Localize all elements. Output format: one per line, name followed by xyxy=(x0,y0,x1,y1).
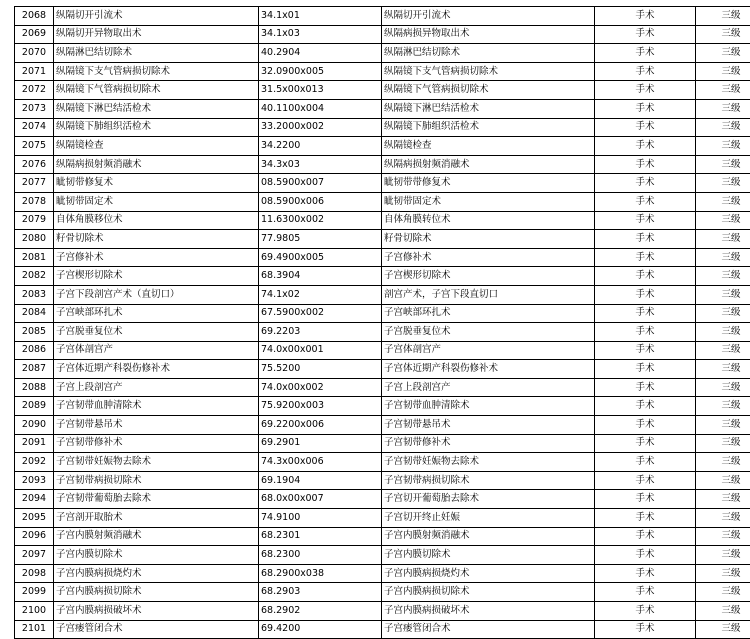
cell-level: 三级 xyxy=(696,81,750,100)
cell-category: 手术 xyxy=(595,434,696,453)
cell-category: 手术 xyxy=(595,7,696,26)
cell-procedure-code: 32.0900x005 xyxy=(259,62,382,81)
cell-category: 手术 xyxy=(595,360,696,379)
cell-level: 三级 xyxy=(696,341,750,360)
cell-procedure-code: 74.3x00x006 xyxy=(259,453,382,472)
cell-category: 手术 xyxy=(595,620,696,639)
cell-category: 手术 xyxy=(595,267,696,286)
cell-procedure-name-mapped: 纵隔镜下支气管病损切除术 xyxy=(382,62,595,81)
cell-level: 三级 xyxy=(696,323,750,342)
cell-procedure-code: 69.4200 xyxy=(259,620,382,639)
cell-procedure-code: 77.9805 xyxy=(259,230,382,249)
cell-procedure-name: 子宫楔形切除术 xyxy=(54,267,259,286)
cell-procedure-name: 纵隔镜下淋巴结活检术 xyxy=(54,99,259,118)
cell-procedure-name: 子宫韧带葡萄胎去除术 xyxy=(54,490,259,509)
cell-index: 2101 xyxy=(15,620,54,639)
cell-procedure-name-mapped: 纵隔病损射频消融术 xyxy=(382,155,595,174)
cell-procedure-name: 子宫内膜切除术 xyxy=(54,546,259,565)
cell-level: 三级 xyxy=(696,267,750,286)
cell-index: 2092 xyxy=(15,453,54,472)
table-row xyxy=(15,564,750,583)
cell-procedure-name-mapped: 纵隔病损异物取出术 xyxy=(382,25,595,44)
cell-index: 2089 xyxy=(15,397,54,416)
cell-index: 2086 xyxy=(15,341,54,360)
cell-procedure-code: 34.3x03 xyxy=(259,155,382,174)
cell-procedure-name: 子宫上段剖宫产 xyxy=(54,378,259,397)
cell-level: 三级 xyxy=(696,471,750,490)
table-row xyxy=(15,620,750,639)
cell-procedure-name: 子宫内膜射频消融术 xyxy=(54,527,259,546)
cell-procedure-name: 子宫剖开取胎术 xyxy=(54,509,259,528)
cell-procedure-name: 纵隔镜检查 xyxy=(54,137,259,156)
cell-procedure-name: 子宫体剖宫产 xyxy=(54,341,259,360)
cell-procedure-name: 子宫内膜病损切除术 xyxy=(54,583,259,602)
table-row xyxy=(15,304,750,323)
cell-procedure-name-mapped: 子宫体剖宫产 xyxy=(382,341,595,360)
table-row xyxy=(15,341,750,360)
cell-procedure-name-mapped: 子宫韧带悬吊术 xyxy=(382,416,595,435)
cell-procedure-code: 68.0x00x007 xyxy=(259,490,382,509)
cell-procedure-name: 纵隔镜下支气管病损切除术 xyxy=(54,62,259,81)
cell-procedure-code: 74.9100 xyxy=(259,509,382,528)
cell-procedure-name: 眦韧带固定术 xyxy=(54,192,259,211)
cell-procedure-name-mapped: 纵隔镜检查 xyxy=(382,137,595,156)
cell-category: 手术 xyxy=(595,25,696,44)
cell-procedure-code: 68.2301 xyxy=(259,527,382,546)
cell-procedure-code: 34.2200 xyxy=(259,137,382,156)
table-row xyxy=(15,360,750,379)
cell-procedure-code: 75.5200 xyxy=(259,360,382,379)
cell-category: 手术 xyxy=(595,285,696,304)
table-row xyxy=(15,25,750,44)
cell-category: 手术 xyxy=(595,304,696,323)
cell-level: 三级 xyxy=(696,620,750,639)
cell-index: 2085 xyxy=(15,323,54,342)
cell-category: 手术 xyxy=(595,211,696,230)
cell-procedure-name-mapped: 子宫楔形切除术 xyxy=(382,267,595,286)
cell-category: 手术 xyxy=(595,118,696,137)
cell-procedure-name-mapped: 纵隔镜下肺组织活检术 xyxy=(382,118,595,137)
cell-procedure-code: 75.9200x003 xyxy=(259,397,382,416)
cell-procedure-code: 08.5900x006 xyxy=(259,192,382,211)
cell-category: 手术 xyxy=(595,509,696,528)
table-row xyxy=(15,471,750,490)
cell-category: 手术 xyxy=(595,546,696,565)
table-row xyxy=(15,192,750,211)
cell-procedure-name: 纵隔镜下肺组织活检术 xyxy=(54,118,259,137)
cell-procedure-name-mapped: 子宫韧带病损切除术 xyxy=(382,471,595,490)
cell-procedure-code: 68.2902 xyxy=(259,602,382,621)
cell-procedure-code: 40.1100x004 xyxy=(259,99,382,118)
cell-index: 2080 xyxy=(15,230,54,249)
table-row xyxy=(15,7,750,26)
table-row xyxy=(15,230,750,249)
cell-category: 手术 xyxy=(595,81,696,100)
cell-index: 2070 xyxy=(15,44,54,63)
cell-level: 三级 xyxy=(696,44,750,63)
cell-procedure-code: 33.2000x002 xyxy=(259,118,382,137)
table-row xyxy=(15,174,750,193)
cell-procedure-code: 74.0x00x001 xyxy=(259,341,382,360)
cell-procedure-code: 34.1x01 xyxy=(259,7,382,26)
cell-level: 三级 xyxy=(696,25,750,44)
table-row xyxy=(15,211,750,230)
cell-procedure-code: 69.2203 xyxy=(259,323,382,342)
cell-category: 手术 xyxy=(595,453,696,472)
cell-index: 2099 xyxy=(15,583,54,602)
table-row xyxy=(15,267,750,286)
cell-index: 2077 xyxy=(15,174,54,193)
cell-level: 三级 xyxy=(696,416,750,435)
cell-category: 手术 xyxy=(595,397,696,416)
table-row xyxy=(15,248,750,267)
cell-index: 2068 xyxy=(15,7,54,26)
table-row xyxy=(15,527,750,546)
cell-procedure-code: 11.6300x002 xyxy=(259,211,382,230)
cell-index: 2081 xyxy=(15,248,54,267)
table-row xyxy=(15,397,750,416)
cell-procedure-name: 子宫下段剖宫产术（直切口） xyxy=(54,285,259,304)
cell-category: 手术 xyxy=(595,564,696,583)
cell-procedure-name: 纵隔病损射频消融术 xyxy=(54,155,259,174)
cell-procedure-code: 69.2901 xyxy=(259,434,382,453)
table-row xyxy=(15,509,750,528)
cell-procedure-name-mapped: 子宫上段剖宫产 xyxy=(382,378,595,397)
cell-procedure-code: 68.2300 xyxy=(259,546,382,565)
cell-procedure-name: 子宫韧带悬吊术 xyxy=(54,416,259,435)
cell-level: 三级 xyxy=(696,155,750,174)
table-row xyxy=(15,155,750,174)
cell-procedure-name: 子宫内膜病损破坏术 xyxy=(54,602,259,621)
cell-procedure-name-mapped: 眦韧带带修复术 xyxy=(382,174,595,193)
cell-category: 手术 xyxy=(595,230,696,249)
table-row xyxy=(15,118,750,137)
cell-procedure-name: 纵隔切开引流术 xyxy=(54,7,259,26)
cell-procedure-name: 子宫体近期产科裂伤修补术 xyxy=(54,360,259,379)
cell-procedure-name-mapped: 子宫峡部环扎术 xyxy=(382,304,595,323)
cell-procedure-name-mapped: 纵隔镜下气管病损切除术 xyxy=(382,81,595,100)
cell-level: 三级 xyxy=(696,602,750,621)
cell-index: 2075 xyxy=(15,137,54,156)
table-row xyxy=(15,602,750,621)
cell-index: 2084 xyxy=(15,304,54,323)
cell-category: 手术 xyxy=(595,583,696,602)
cell-category: 手术 xyxy=(595,99,696,118)
cell-procedure-code: 68.3904 xyxy=(259,267,382,286)
cell-level: 三级 xyxy=(696,137,750,156)
cell-procedure-code: 68.2903 xyxy=(259,583,382,602)
cell-procedure-code: 69.4900x005 xyxy=(259,248,382,267)
table-row xyxy=(15,378,750,397)
cell-procedure-name-mapped: 子宫切开葡萄胎去除术 xyxy=(382,490,595,509)
cell-procedure-name-mapped: 眦韧带固定术 xyxy=(382,192,595,211)
cell-procedure-code: 40.2904 xyxy=(259,44,382,63)
cell-category: 手术 xyxy=(595,341,696,360)
cell-procedure-code: 74.0x00x002 xyxy=(259,378,382,397)
cell-level: 三级 xyxy=(696,304,750,323)
table-row xyxy=(15,434,750,453)
cell-procedure-name: 子宫脱垂复位术 xyxy=(54,323,259,342)
table-body xyxy=(15,7,750,639)
cell-procedure-code: 68.2900x038 xyxy=(259,564,382,583)
cell-index: 2073 xyxy=(15,99,54,118)
cell-level: 三级 xyxy=(696,546,750,565)
cell-index: 2082 xyxy=(15,267,54,286)
table-row xyxy=(15,285,750,304)
cell-level: 三级 xyxy=(696,564,750,583)
cell-index: 2095 xyxy=(15,509,54,528)
cell-index: 2091 xyxy=(15,434,54,453)
cell-index: 2100 xyxy=(15,602,54,621)
cell-level: 三级 xyxy=(696,527,750,546)
cell-index: 2097 xyxy=(15,546,54,565)
cell-level: 三级 xyxy=(696,360,750,379)
cell-procedure-name-mapped: 子宫内膜病损切除术 xyxy=(382,583,595,602)
cell-procedure-name-mapped: 子宫瘘管闭合术 xyxy=(382,620,595,639)
cell-category: 手术 xyxy=(595,602,696,621)
cell-procedure-name-mapped: 纵隔切开引流术 xyxy=(382,7,595,26)
cell-index: 2074 xyxy=(15,118,54,137)
cell-procedure-name: 子宫韧带病损切除术 xyxy=(54,471,259,490)
cell-procedure-name: 子宫峡部环扎术 xyxy=(54,304,259,323)
cell-procedure-name: 眦韧带修复术 xyxy=(54,174,259,193)
cell-category: 手术 xyxy=(595,378,696,397)
cell-procedure-name: 子宫修补术 xyxy=(54,248,259,267)
table-row xyxy=(15,453,750,472)
cell-index: 2090 xyxy=(15,416,54,435)
cell-category: 手术 xyxy=(595,416,696,435)
cell-category: 手术 xyxy=(595,192,696,211)
cell-procedure-name-mapped: 子宫内膜病损烧灼术 xyxy=(382,564,595,583)
cell-procedure-name-mapped: 子宫脱垂复位术 xyxy=(382,323,595,342)
cell-level: 三级 xyxy=(696,192,750,211)
table-row xyxy=(15,490,750,509)
cell-procedure-name: 子宫韧带修补术 xyxy=(54,434,259,453)
cell-procedure-name: 子宫内膜病损烧灼术 xyxy=(54,564,259,583)
cell-index: 2093 xyxy=(15,471,54,490)
cell-level: 三级 xyxy=(696,434,750,453)
cell-level: 三级 xyxy=(696,583,750,602)
cell-level: 三级 xyxy=(696,7,750,26)
cell-index: 2079 xyxy=(15,211,54,230)
cell-index: 2071 xyxy=(15,62,54,81)
procedure-table xyxy=(14,6,750,639)
cell-category: 手术 xyxy=(595,323,696,342)
cell-category: 手术 xyxy=(595,137,696,156)
cell-level: 三级 xyxy=(696,285,750,304)
cell-category: 手术 xyxy=(595,174,696,193)
table-row xyxy=(15,137,750,156)
cell-procedure-name-mapped: 子宫韧带修补术 xyxy=(382,434,595,453)
cell-procedure-name: 子宫瘘管闭合术 xyxy=(54,620,259,639)
cell-procedure-name-mapped: 子宫体近期产科裂伤修补术 xyxy=(382,360,595,379)
cell-category: 手术 xyxy=(595,490,696,509)
table-row xyxy=(15,44,750,63)
cell-procedure-name-mapped: 自体角膜转位术 xyxy=(382,211,595,230)
table-row xyxy=(15,546,750,565)
cell-procedure-code: 08.5900x007 xyxy=(259,174,382,193)
cell-procedure-code: 69.1904 xyxy=(259,471,382,490)
cell-level: 三级 xyxy=(696,378,750,397)
cell-procedure-code: 69.2200x006 xyxy=(259,416,382,435)
cell-index: 2098 xyxy=(15,564,54,583)
cell-procedure-name-mapped: 子宫切开终止妊娠 xyxy=(382,509,595,528)
cell-procedure-name-mapped: 子宫韧带血肿清除术 xyxy=(382,397,595,416)
cell-procedure-name: 子宫韧带血肿清除术 xyxy=(54,397,259,416)
cell-procedure-name: 籽骨切除术 xyxy=(54,230,259,249)
cell-category: 手术 xyxy=(595,527,696,546)
cell-category: 手术 xyxy=(595,155,696,174)
cell-category: 手术 xyxy=(595,62,696,81)
cell-index: 2088 xyxy=(15,378,54,397)
cell-level: 三级 xyxy=(696,118,750,137)
cell-level: 三级 xyxy=(696,248,750,267)
cell-procedure-name-mapped: 纵隔淋巴结切除术 xyxy=(382,44,595,63)
cell-index: 2096 xyxy=(15,527,54,546)
cell-level: 三级 xyxy=(696,211,750,230)
cell-index: 2076 xyxy=(15,155,54,174)
cell-level: 三级 xyxy=(696,62,750,81)
table-row xyxy=(15,416,750,435)
cell-level: 三级 xyxy=(696,99,750,118)
cell-category: 手术 xyxy=(595,471,696,490)
table-row xyxy=(15,99,750,118)
cell-level: 三级 xyxy=(696,230,750,249)
cell-procedure-name-mapped: 子宫内膜切除术 xyxy=(382,546,595,565)
cell-level: 三级 xyxy=(696,509,750,528)
cell-procedure-name-mapped: 纵隔镜下淋巴结活检术 xyxy=(382,99,595,118)
cell-procedure-code: 34.1x03 xyxy=(259,25,382,44)
cell-procedure-name: 自体角膜移位术 xyxy=(54,211,259,230)
table-row xyxy=(15,62,750,81)
cell-category: 手术 xyxy=(595,248,696,267)
cell-procedure-name: 纵隔切开异物取出术 xyxy=(54,25,259,44)
table-row xyxy=(15,583,750,602)
cell-procedure-code: 31.5x00x013 xyxy=(259,81,382,100)
cell-index: 2069 xyxy=(15,25,54,44)
table-row xyxy=(15,81,750,100)
cell-procedure-code: 74.1x02 xyxy=(259,285,382,304)
cell-procedure-name: 纵隔镜下气管病损切除术 xyxy=(54,81,259,100)
cell-index: 2094 xyxy=(15,490,54,509)
cell-level: 三级 xyxy=(696,490,750,509)
cell-index: 2078 xyxy=(15,192,54,211)
cell-procedure-name-mapped: 剖宫产术，子宫下段直切口 xyxy=(382,285,595,304)
cell-procedure-name-mapped: 籽骨切除术 xyxy=(382,230,595,249)
cell-procedure-name-mapped: 子宫内膜病损破坏术 xyxy=(382,602,595,621)
cell-index: 2087 xyxy=(15,360,54,379)
cell-index: 2083 xyxy=(15,285,54,304)
cell-procedure-code: 67.5900x002 xyxy=(259,304,382,323)
cell-level: 三级 xyxy=(696,397,750,416)
cell-procedure-name: 纵隔淋巴结切除术 xyxy=(54,44,259,63)
cell-procedure-name-mapped: 子宫内膜射频消融术 xyxy=(382,527,595,546)
table-row xyxy=(15,323,750,342)
cell-procedure-name: 子宫韧带妊娠物去除术 xyxy=(54,453,259,472)
cell-level: 三级 xyxy=(696,174,750,193)
cell-procedure-name-mapped: 子宫韧带妊娠物去除术 xyxy=(382,453,595,472)
cell-category: 手术 xyxy=(595,44,696,63)
cell-index: 2072 xyxy=(15,81,54,100)
cell-procedure-name-mapped: 子宫修补术 xyxy=(382,248,595,267)
cell-level: 三级 xyxy=(696,453,750,472)
